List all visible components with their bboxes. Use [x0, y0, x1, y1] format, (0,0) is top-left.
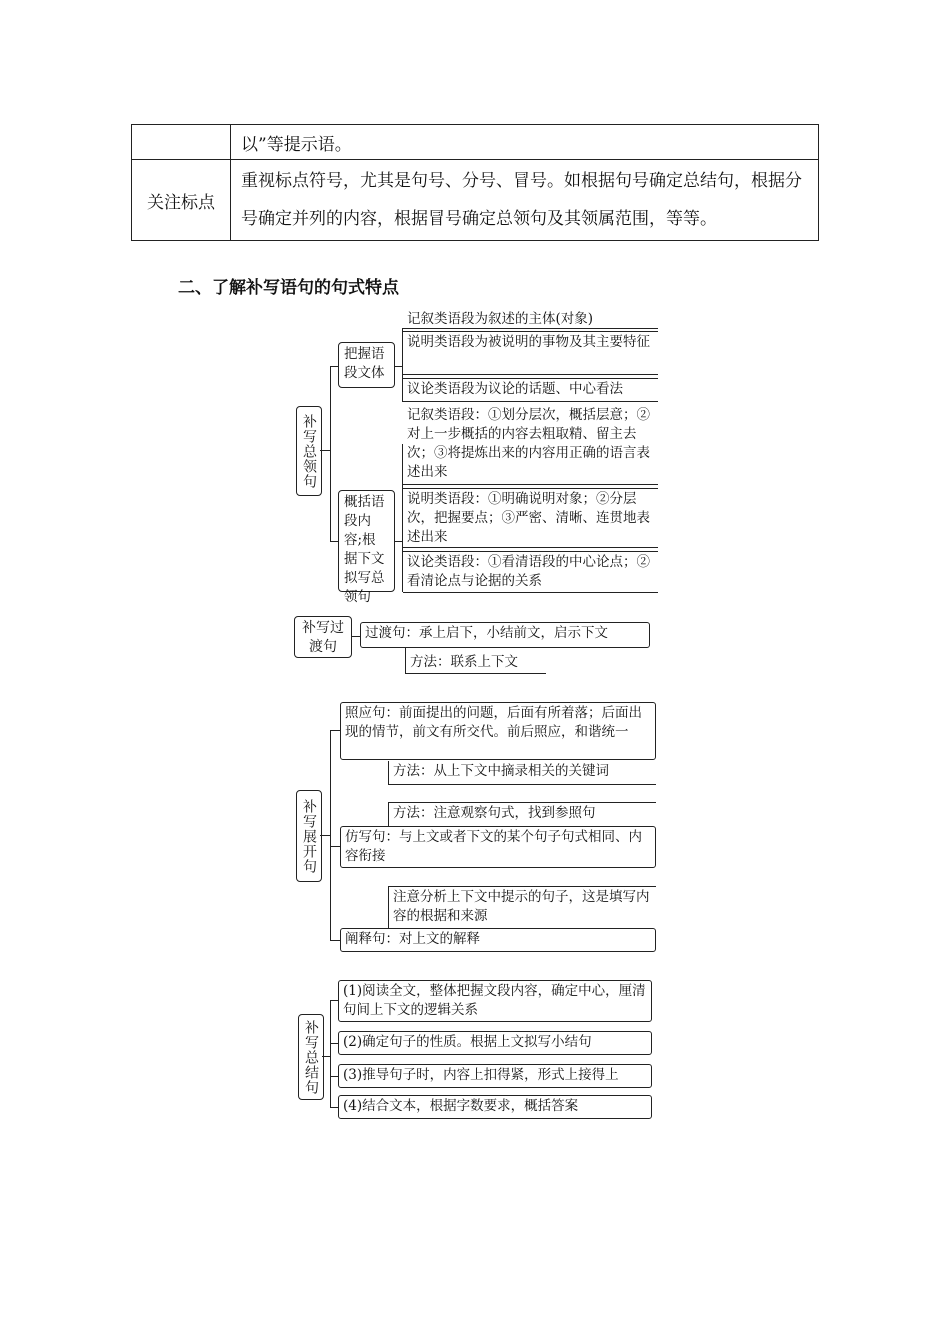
connector [330, 846, 340, 847]
diagram1-leaf: 记叙类语段：①划分层次，概括层意；②对上一步概括的内容去粗取精、留主去次；③将提炼出来的内容用正确的语言表述出来 [403, 405, 658, 485]
diagram2-item: 过渡句：承上启下，小结前文，启示下文 [360, 622, 650, 648]
diagram3-explanation: 阐释句：对上文的解释 [340, 928, 656, 952]
connector [330, 730, 340, 731]
diagram2-root: 补写过渡句 [294, 616, 352, 658]
diagram1-branch1: 把握语段文体 [338, 342, 395, 388]
diagram3-method: 注意分析上下文中提示的句子，这是填写内容的根据和来源 [388, 886, 656, 928]
method-table [131, 124, 819, 241]
diagram1-leaf: 议论类语段：①看清语段的中心论点；②看清论点与论据的关系 [403, 551, 658, 593]
connector [330, 541, 338, 542]
connector [330, 366, 331, 542]
diagram4-root: 补写总结句 [298, 1014, 324, 1100]
diagram3-echo: 照应句：前面提出的问题，后面有所着落；后面出现的情节，前文有所交代。前后照应，和谐统一 [340, 702, 656, 760]
connector [330, 730, 331, 941]
connector [330, 1000, 331, 1108]
diagram4-item: (3)推导句子时，内容上扣得紧，形式上接得上 [338, 1064, 652, 1088]
diagram3-root: 补写展开句 [296, 790, 322, 882]
diagram4-item: (4)结合文本，根据字数要求，概括答案 [338, 1095, 652, 1119]
connector [330, 940, 340, 941]
connector [330, 1076, 338, 1077]
table-cell-content: 以”等提示语。 [231, 125, 819, 160]
connector [322, 1056, 330, 1057]
connector [330, 1000, 338, 1001]
connector [320, 450, 330, 451]
diagram4-item: (1)阅读全文，整体把握文段内容，确定中心，厘清句间上下文的逻辑关系 [338, 980, 652, 1022]
section-heading: 二、了解补写语句的句式特点 [178, 278, 399, 298]
diagram1-leaf: 说明类语段为被说明的事物及其主要特征 [403, 331, 658, 375]
connector [320, 835, 330, 836]
diagram3-imitation: 仿写句：与上文或者下文的某个句子句式相同、内容衔接 [340, 826, 656, 868]
connector [352, 636, 360, 637]
table-row [132, 160, 819, 241]
table-cell-content: 重视标点符号，尤其是句号、分号、冒号。如根据句号确定总结句，根据分号确定并列的内容，根据冒号确定总领句及其领属范围，等等。 [231, 160, 819, 241]
table-cell-label [132, 125, 231, 160]
diagram2-method: 方法：联系上下文 [406, 652, 546, 674]
connector [330, 366, 338, 367]
diagram1-leaf: 议论类语段为议论的话题、中心看法 [403, 378, 658, 402]
diagram1-leaf: 说明类语段：①明确说明对象；②分层次，把握要点；③严密、清晰、连贯地表述出来 [403, 488, 658, 548]
diagram4-item: (2)确定句子的性质。根据上文拟写小结句 [338, 1031, 652, 1055]
diagram1-branch2: 概括语段内容;根据下文拟写总领句 [338, 490, 395, 592]
diagram1-root: 补写总领句 [296, 406, 322, 496]
connector [395, 541, 402, 542]
table-row [132, 125, 819, 160]
table-cell-label: 关注标点 [132, 160, 231, 241]
diagram3-method: 方法：注意观察句式，找到参照句 [388, 802, 656, 826]
connector [330, 1107, 338, 1108]
connector [395, 366, 402, 367]
diagram3-method: 方法：从上下文中摘录相关的关键词 [388, 761, 656, 785]
connector [330, 1043, 338, 1044]
diagram1-leaf: 记叙类语段为叙述的主体(对象) [403, 309, 658, 329]
